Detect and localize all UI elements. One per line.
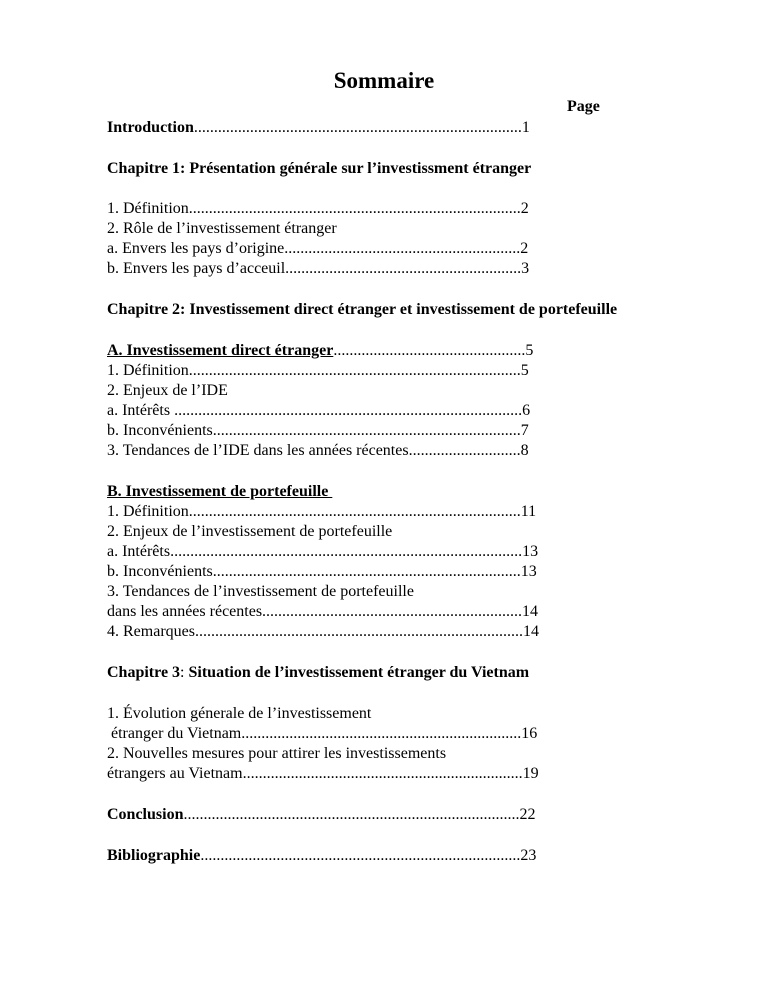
toc-entry: 3. Tendances de l’IDE dans les années récentes............................8 xyxy=(107,442,529,459)
toc-entry: 2. Enjeux de l’IDE xyxy=(107,382,228,399)
toc-entry: b. Inconvénients.............................................................................7 xyxy=(107,422,529,439)
chapter-colon: : xyxy=(180,664,189,681)
chapter-title: Situation de l’investissement étranger du Vietnam xyxy=(188,664,530,681)
toc-entry: 3. Tendances de l’investissement de portefeuille xyxy=(107,583,414,600)
toc-entry-bibliographie xyxy=(107,846,607,866)
toc-entry: b. Envers les pays d’acceuil...........................................................3 xyxy=(107,260,530,277)
toc-entry: dans les années récentes.................................................................14 xyxy=(107,603,539,620)
toc-entry: a. Intérêts........................................................................................13 xyxy=(107,543,539,560)
toc-chapter-3 xyxy=(107,663,607,683)
toc-section-a xyxy=(107,341,607,361)
toc-entry: étranger du Vietnam......................................................................16 xyxy=(107,725,538,742)
entry-leader: ....................................................................................22 xyxy=(183,806,536,823)
toc-entry: 4. Remarques..................................................................................14 xyxy=(107,623,539,640)
toc-entry: a. Envers les pays d’origine...........................................................2 xyxy=(107,240,529,257)
toc-chapter-2: Chapitre 2: Investissement direct étranger et investissement de portefeuille xyxy=(107,301,618,318)
entry-leader: ................................................5 xyxy=(333,342,534,359)
toc-entry: a. Intérêts .......................................................................................6 xyxy=(107,402,531,419)
chapter-number: Chapitre 3 xyxy=(107,664,181,681)
toc-entry-conclusion xyxy=(107,805,607,825)
page-column-label: Page xyxy=(567,98,600,115)
toc-entry: 2. Enjeux de l’investissement de portefeuille xyxy=(107,523,393,540)
toc-entry: 1. Définition...................................................................................2 xyxy=(107,200,529,217)
toc-entry-introduction xyxy=(107,118,607,138)
entry-leader: ................................................................................23 xyxy=(200,847,537,864)
toc-entry: 2. Nouvelles mesures pour attirer les investissements xyxy=(107,745,447,762)
entry-heading: Conclusion xyxy=(107,806,184,823)
toc-entry: 1. Définition...................................................................................11 xyxy=(107,503,537,520)
toc-entry: 1. Définition...................................................................................5 xyxy=(107,362,529,379)
entry-heading: Introduction xyxy=(107,119,194,136)
toc-section-b: B. Investissement de portefeuille xyxy=(107,483,333,500)
entry-heading: Bibliographie xyxy=(107,847,201,864)
toc-entry: b. Inconvénients.............................................................................13 xyxy=(107,563,537,580)
toc-entry: 1. Évolution génerale de l’investissement xyxy=(107,705,372,722)
toc-entry: 2. Rôle de l’investissement étranger xyxy=(107,220,337,237)
toc-chapter-1: Chapitre 1: Présentation générale sur l’investissment étranger xyxy=(107,160,532,177)
entry-leader: ..................................................................................1 xyxy=(193,119,530,136)
section-heading: A. Investissement direct étranger xyxy=(107,342,334,359)
page-title: Sommaire xyxy=(333,68,435,93)
toc-entry: étrangers au Vietnam......................................................................19 xyxy=(107,765,539,782)
